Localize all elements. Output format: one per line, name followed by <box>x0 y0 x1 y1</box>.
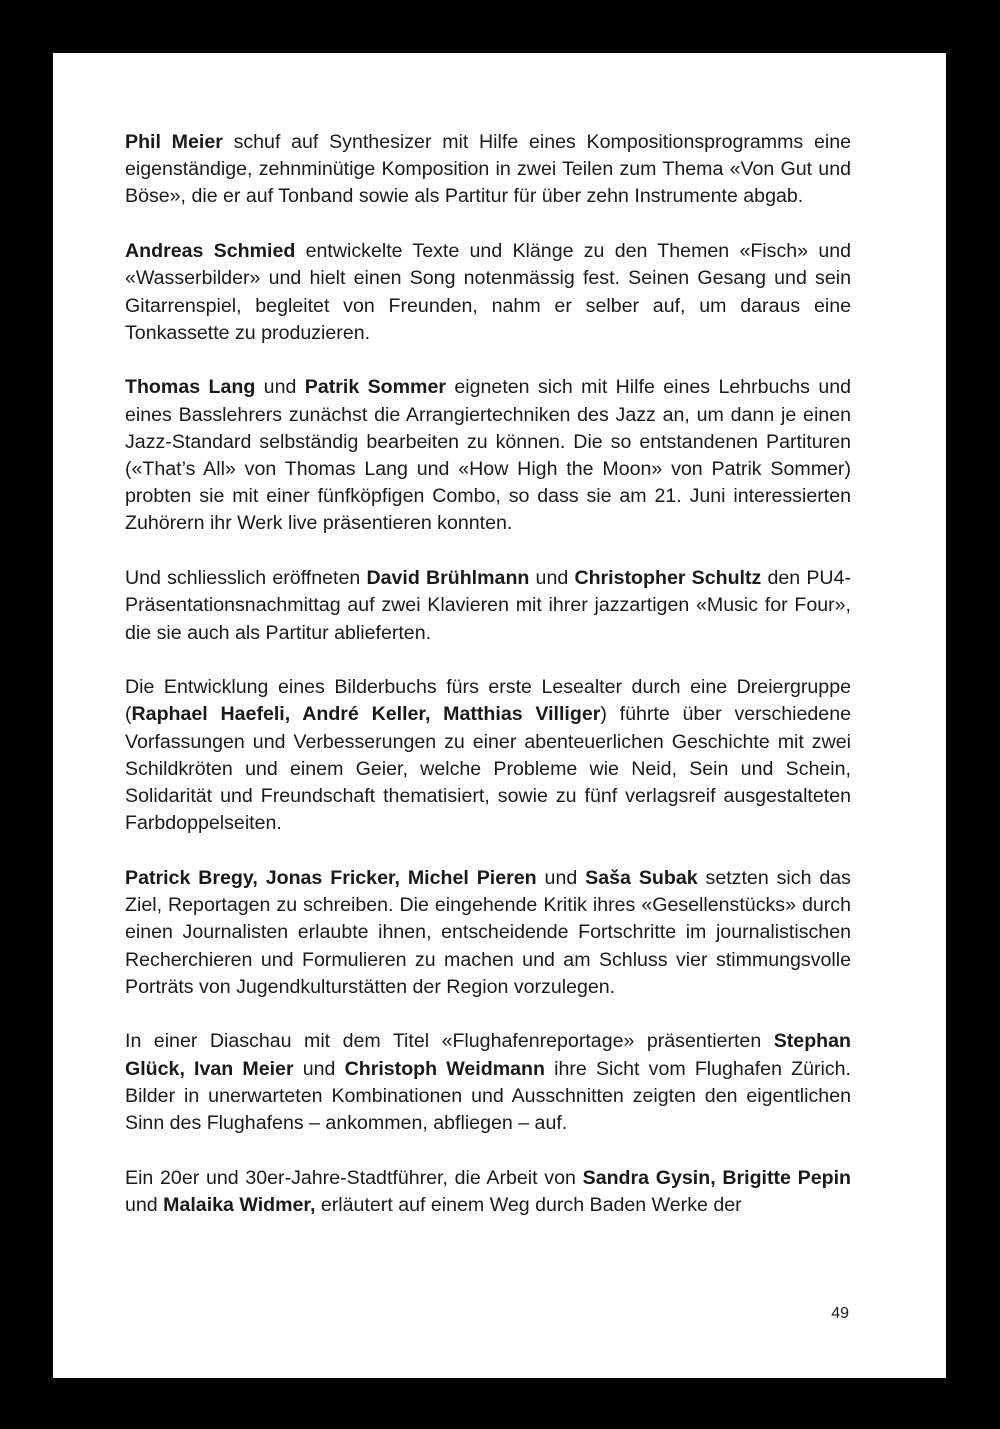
body-text: setzten sich das Ziel, Reportagen zu schreiben. Die eingehende Kritik ihres «Gesellenstücks» durch einen Journalisten erlaubte ihnen, entscheidende Fortschritte im journalistischen Recherchieren und Formulieren zu machen und am Schluss vier stimmungsvolle Porträts von Jugendkulturstätten der Region vorzulegen. <box>125 866 851 998</box>
name-text: Patrik Sommer <box>304 376 447 399</box>
name-text: Christoph Weidmann <box>344 1057 545 1080</box>
body-text: Die Entwicklung eines Bilderbuchs fürs erste Lesealter durch eine Dreiergruppe ( <box>125 676 851 726</box>
name-text: Malaika Widmer, <box>163 1194 316 1216</box>
name-text: Andreas Schmied <box>125 240 296 263</box>
body-text: und <box>529 567 575 590</box>
body-text: und <box>255 376 305 399</box>
name-text: Thomas Lang <box>125 376 256 399</box>
name-text: Phil Meier <box>125 131 223 153</box>
name-text: Patrick Bregy, Jonas Fricker, Michel Pieren <box>125 866 537 889</box>
name-text: Saša Subak <box>585 866 698 889</box>
name-text: Christopher Schultz <box>574 567 762 590</box>
body-text: ) führte über verschiedene Vorfassungen und Verbesserungen zu einer abenteuerlichen Geschichte mit zwei Schildkröten und einem Geier, welche Probleme wie Neid, Sein und Schein, Solidarität und Freundschaft thematisiert, sowie zu fünf verlagsreif ausgestalteten Farbdoppelseiten. <box>125 703 851 835</box>
body-text: und <box>536 866 586 889</box>
body-text: Und schliesslich eröffneten <box>125 567 367 590</box>
body-text: schuf auf Synthesizer mit Hilfe eines Kompositionsprogramms eine eigenständige, zehnminütige Komposition in zwei Teilen zum Thema «Von Gut und Böse», die er auf Tonband sowie als Partitur für über zehn Instrumente abgab. <box>125 131 851 208</box>
paragraph-reportagen <box>125 865 851 1001</box>
body-text: ihre Sicht vom Flughafen Zürich. Bilder in unerwarteten Kombinationen und Ausschnitten zeigten den eigentlichen Sinn des Flughafens – ankommen, abfliegen – auf. <box>125 1057 851 1135</box>
name-text: David Brühlmann <box>366 567 530 590</box>
body-text: und <box>293 1057 345 1080</box>
page-body <box>125 129 851 1219</box>
name-text: Sandra Gysin, Brigitte Pepin <box>582 1166 851 1189</box>
body-text: erläutert auf einem Weg durch Baden Werke der <box>315 1194 742 1216</box>
paragraph-phil-meier <box>125 129 851 211</box>
paragraph-bruehlmann-schultz <box>125 565 851 647</box>
paragraph-diaschau <box>125 1028 851 1137</box>
paragraph-andreas-schmied <box>125 238 851 347</box>
body-text: Ein 20er und 30er-Jahre-Stadtführer, die Arbeit von <box>125 1166 583 1189</box>
body-text: und <box>125 1194 164 1216</box>
paragraph-bilderbuch <box>125 674 851 837</box>
paragraph-stadtfuehrer <box>125 1165 851 1219</box>
body-text: den PU4-Präsentationsnachmittag auf zwei Klavieren mit ihrer jazzartigen «Music for Four», die sie auch als Partitur ablieferten. <box>125 567 852 644</box>
name-text: Raphael Haefeli, André Keller, Matthias Villiger <box>131 703 601 726</box>
body-text: eigneten sich mit Hilfe eines Lehrbuchs und eines Basslehrers zunächst die Arrangiertechniken des Jazz an, um dann je einen Jazz-Standard selbständig bearbeiten zu können. Die so entstandenen Partituren («That’s All» von Thomas Lang und «How High the Moon» von Patrik Sommer) probten sie mit einer fünfköpfigen Combo, so dass sie am 21. Juni interessierten Zuhörern ihr Werk live präsentieren konnten. <box>125 376 852 535</box>
paragraph-lang-sommer <box>125 374 851 537</box>
name-text: Stephan Glück, Ivan Meier <box>125 1030 851 1080</box>
page-number: 49 <box>831 1305 849 1322</box>
body-text: entwickelte Texte und Klänge zu den Themen «Fisch» und «Wasserbilder» und hielt einen Song notenmässig fest. Seinen Gesang und sein Gitarrenspiel, begleitet von Freunden, nahm er selber auf, um daraus eine Tonkassette zu produzieren. <box>125 240 852 344</box>
document-page <box>53 53 946 1378</box>
body-text: In einer Diaschau mit dem Titel «Flughafenreportage» präsentierten <box>125 1030 774 1053</box>
